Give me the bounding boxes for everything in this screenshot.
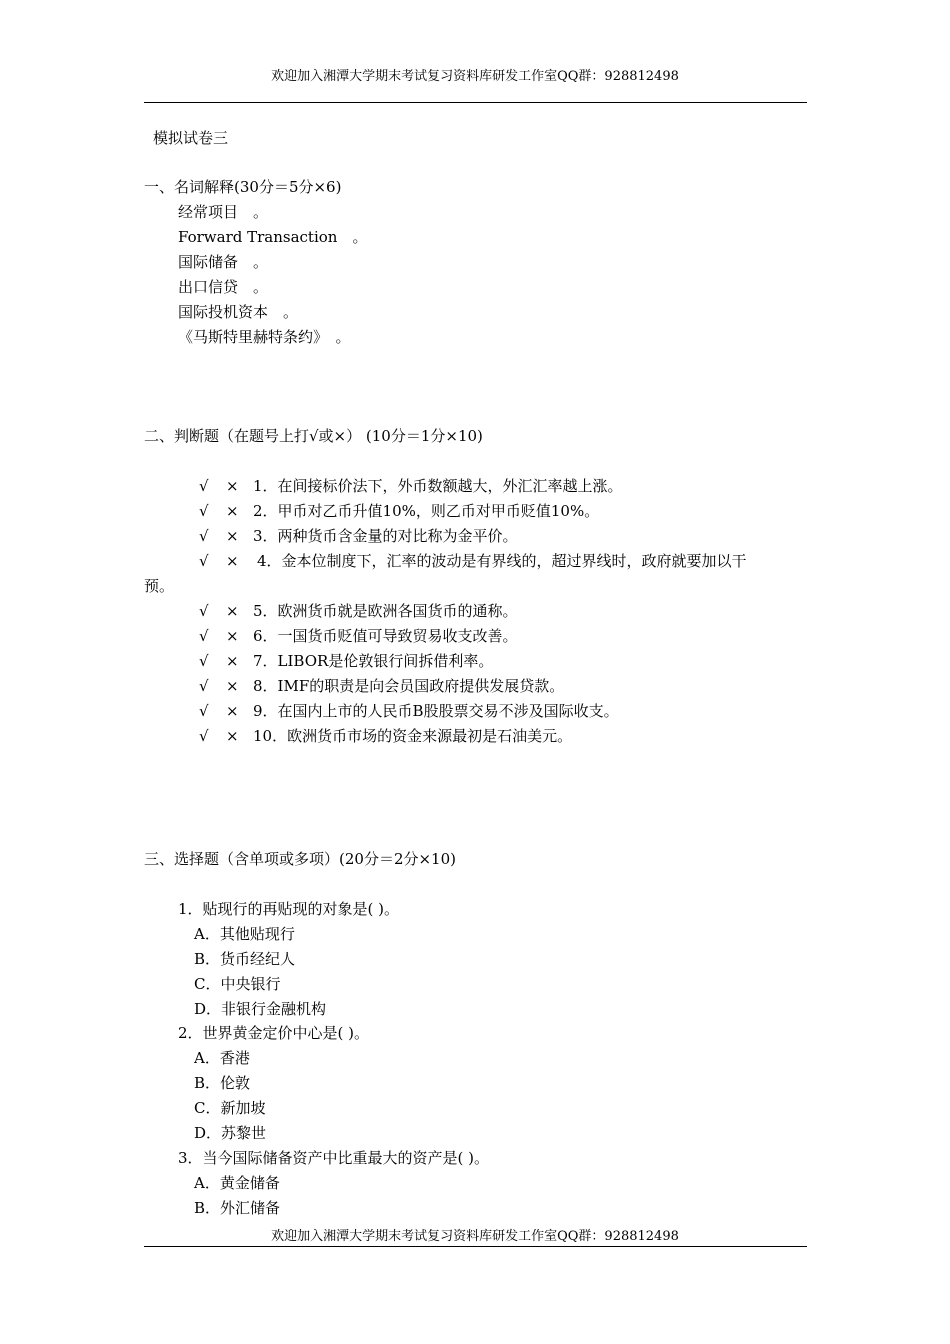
check-mark: √ (199, 502, 209, 520)
cross-mark: × (226, 477, 239, 495)
judgement-item-continuation: 预。 (144, 577, 175, 595)
term-item: 《马斯特里赫特条约》 。 (178, 328, 351, 346)
section2-heading: 二、判断题（在题号上打√或×） (10分＝1分×10) (144, 427, 483, 445)
section1-heading: 一、名词解释(30分＝5分×6) (144, 178, 342, 196)
cross-mark: × (226, 527, 239, 545)
cross-mark: × (226, 502, 239, 520)
item-text: 两种货币含金量的对比称为金平价。 (277, 527, 518, 545)
header-rule (144, 102, 807, 103)
item-text: 在间接标价法下，外币数额越大，外汇汇率越上涨。 (277, 477, 623, 495)
check-mark: √ (199, 652, 209, 670)
item-text: 欧洲货币就是欧洲各国货币的通称。 (277, 602, 518, 620)
item-number: 7． (253, 652, 278, 670)
cross-mark: × (226, 677, 239, 695)
check-mark: √ (199, 677, 209, 695)
answer-option: C．新加坡 (194, 1099, 266, 1117)
judgement-item (199, 651, 493, 671)
item-text: 一国货币贬值可导致贸易收支改善。 (277, 627, 518, 645)
section3-heading: 三、选择题（含单项或多项）(20分＝2分×10) (144, 850, 456, 868)
judgement-item (199, 626, 518, 646)
item-number: 8． (253, 677, 278, 695)
term-item: 国际储备 。 (178, 253, 269, 271)
cross-mark: × (226, 552, 239, 570)
term-item: 出口信贷 。 (178, 278, 269, 296)
item-number: 9． (253, 702, 278, 720)
answer-option: A．香港 (194, 1049, 250, 1067)
item-text: 甲币对乙币升值10%，则乙币对甲币贬值10%。 (277, 502, 600, 520)
answer-option: B．外汇储备 (194, 1199, 281, 1217)
question-stem: 2．世界黄金定价中心是( )。 (178, 1024, 370, 1042)
item-number: 10． (253, 727, 288, 745)
judgement-item (199, 501, 599, 521)
cross-mark: × (226, 702, 239, 720)
answer-option: D．非银行金融机构 (194, 1000, 327, 1018)
check-mark: √ (199, 477, 209, 495)
item-number: 3． (253, 527, 278, 545)
judgement-item (199, 601, 518, 621)
item-text: 在国内上市的人民币B股股票交易不涉及国际收支。 (277, 702, 619, 720)
answer-option: D．苏黎世 (194, 1124, 267, 1142)
question-stem: 1．贴现行的再贴现的对象是( )。 (178, 900, 400, 918)
term-item: 经常项目 。 (178, 203, 269, 221)
judgement-item (199, 676, 564, 696)
check-mark: √ (199, 552, 209, 570)
item-text: 欧洲货币市场的资金来源最初是石油美元。 (287, 727, 573, 745)
page-header: 欢迎加入湘潭大学期末考试复习资料库研发工作室QQ群：928812498 (271, 69, 679, 84)
answer-option: A．黄金储备 (194, 1174, 280, 1192)
cross-mark: × (226, 627, 239, 645)
check-mark: √ (199, 602, 209, 620)
term-item: 国际投机资本 。 (178, 303, 299, 321)
item-number: 6． (253, 627, 278, 645)
item-number: 4． (257, 552, 282, 570)
answer-option: A．其他贴现行 (194, 925, 295, 943)
cross-mark: × (226, 727, 239, 745)
cross-mark: × (226, 652, 239, 670)
footer-rule (144, 1246, 807, 1247)
judgement-item (199, 526, 518, 546)
cross-mark: × (226, 602, 239, 620)
item-number: 5． (253, 602, 278, 620)
answer-option: C．中央银行 (194, 975, 281, 993)
answer-option: B．伦敦 (194, 1074, 251, 1092)
question-stem: 3．当今国际储备资产中比重最大的资产是( )。 (178, 1149, 490, 1167)
answer-option: B．货币经纪人 (194, 950, 296, 968)
item-number: 2． (253, 502, 278, 520)
judgement-item (199, 551, 747, 571)
item-text: LIBOR是伦敦银行间拆借利率。 (277, 652, 494, 670)
exam-title: 模拟试卷三 (153, 129, 229, 147)
item-number: 1． (253, 477, 278, 495)
check-mark: √ (199, 702, 209, 720)
item-text: IMF的职责是向会员国政府提供发展贷款。 (277, 677, 565, 695)
check-mark: √ (199, 527, 209, 545)
term-item: Forward Transaction 。 (178, 228, 368, 246)
judgement-item (199, 476, 623, 496)
page-footer: 欢迎加入湘潭大学期末考试复习资料库研发工作室QQ群：928812498 (271, 1229, 679, 1244)
item-text: 金本位制度下，汇率的波动是有界线的，超过界线时，政府就要加以干 (281, 552, 747, 570)
judgement-item (199, 726, 572, 746)
check-mark: √ (199, 727, 209, 745)
judgement-item (199, 701, 619, 721)
check-mark: √ (199, 627, 209, 645)
